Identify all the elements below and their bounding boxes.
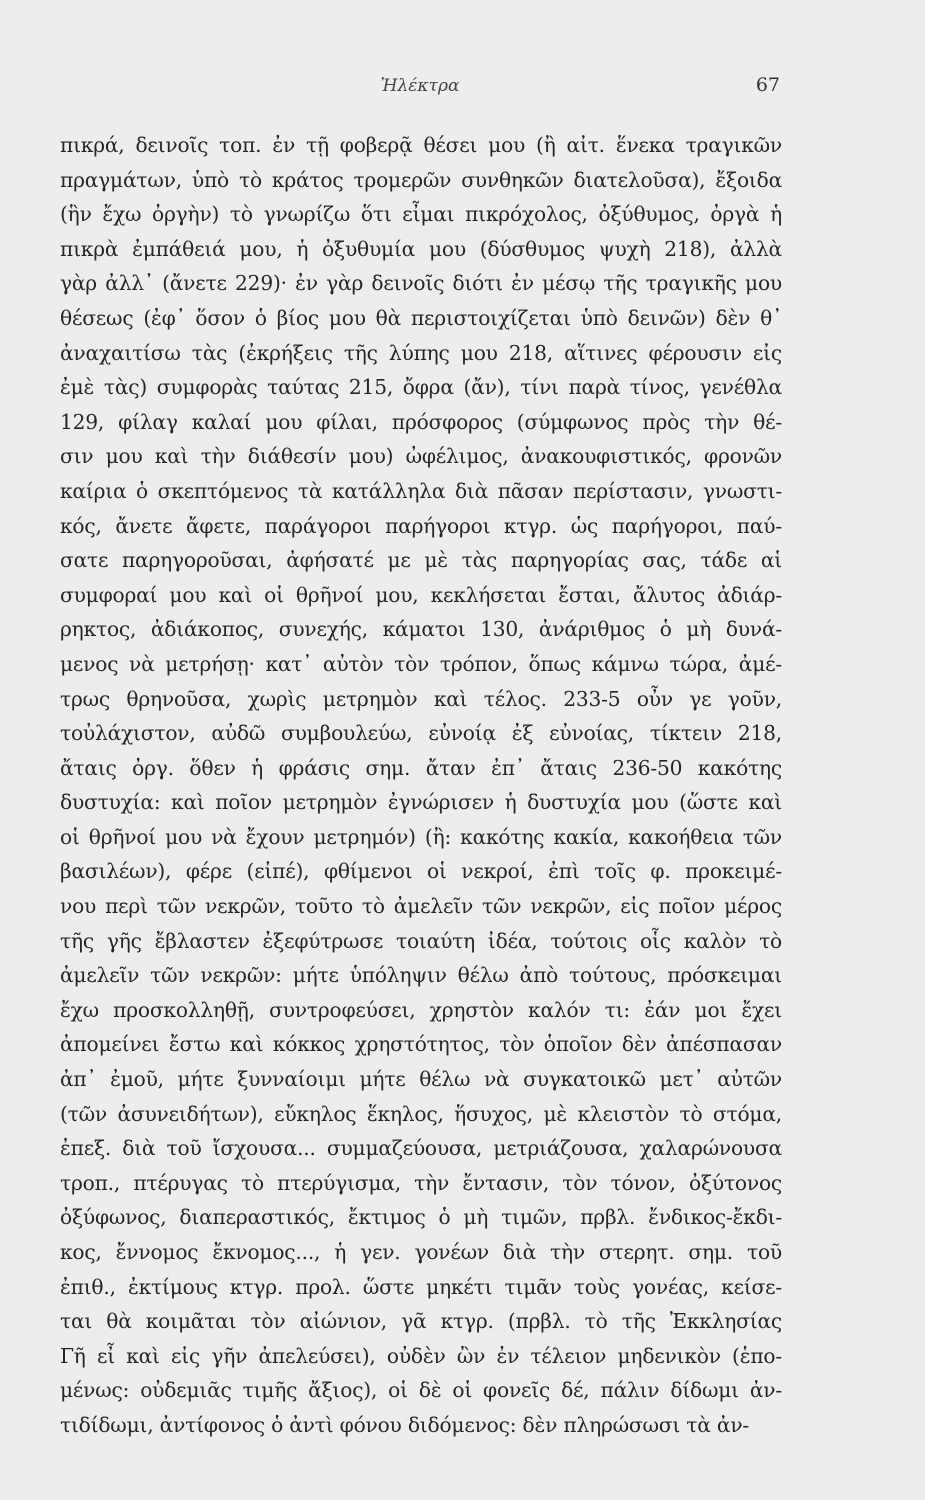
text-line: ἀναχαιτίσω τὰς (ἐκρήξεις τῆς λύπης μου 218, αἵτινες φέρουσιν εἰς (60, 340, 782, 365)
text-line: ἐπεξ. διὰ τοῦ ἴσχουσα... συμμαζεύουσα, μετριάζουσα, χαλαρώνουσα (60, 1136, 782, 1161)
text-line: σατε παρηγοροῦσαι, ἀφήσατέ με μὲ τὰς παρηγορίας σας, τάδε αἱ (60, 548, 782, 573)
text-line: κος, ἔννομος ἔκνομος..., ἡ γεν. γονέων διὰ τὴν στερητ. σημ. τοῦ (60, 1240, 782, 1264)
text-line: θέσεως (ἐφ᾽ ὅσον ὁ βίος μου θὰ περιστοιχίζεται ὑπὸ δεινῶν) δὲν θ᾽ (60, 305, 782, 330)
running-title: Ἠλέκτρα (380, 76, 460, 96)
text-line: ρηκτος, ἀδιάκοπος, συνεχής, κάματοι 130, ἀνάριθμος ὁ μὴ δυνά- (60, 617, 782, 642)
text-line: ἐμὲ τὰς) συμφορὰς ταύτας 215, ὄφρα (ἄν), τίνι παρὰ τίνος, γενέθλα (60, 375, 782, 400)
text-line: τοὐλάχιστον, αὐδῶ συμβουλεύω, εὐνοίᾳ ἐξ εὐνοίας, τίκτειν 218, (60, 721, 782, 746)
text-line: τιδίδωμι, ἀντίφονος ὁ ἀντὶ φόνου διδόμενος: δὲν πληρώσωσι τὰ ἀν- (60, 1412, 750, 1437)
text-line: τροπ., πτέρυγας τὸ πτερύγισμα, τὴν ἔντασιν, τὸν τόνον, ὀξύτονος (60, 1170, 782, 1195)
text-line: συμφοραί μου καὶ οἱ θρῆνοί μου, κεκλήσεται ἔσται, ἄλυτος ἀδιάρ- (60, 582, 782, 607)
text-line: μένως: οὐδεμιᾶς τιμῆς ἄξιος), οἱ δὲ οἱ φονεῖς δέ, πάλιν δίδωμι ἀν- (60, 1378, 782, 1403)
text-line: (τῶν ἀσυνειδήτων), εὔκηλος ἕκηλος, ἥσυχος, μὲ κλειστὸν τὸ στόμα, (60, 1101, 782, 1126)
text-line: γὰρ ἀλλ᾽ (ἄνετε 229)· ἐν γὰρ δεινοῖς διότι ἐν μέσῳ τῆς τραγικῆς μου (60, 271, 782, 296)
text-line: Γῆ εἶ καὶ εἰς γῆν ἀπελεύσει), οὐδὲν ὢν ἐν τέλειον μηδενικὸν (ἑπο- (60, 1343, 782, 1368)
text-line: ὀξύφωνος, διαπεραστικός, ἔκτιμος ὁ μὴ τιμῶν, πρβλ. ἔνδικος-ἔκδι- (60, 1205, 782, 1230)
text-line: σιν μου καὶ τὴν διάθεσίν μου) ὠφέλιμος, ἀνακουφιστικός, φρονῶν (60, 444, 782, 469)
text-line: (ἣν ἔχω ὀργὴν) τὸ γνωρίζω ὅτι εἶμαι πικρόχολος, ὀξύθυμος, ὀργὰ ἡ (60, 202, 782, 227)
text-line: ἀπομείνει ἔστω καὶ κόκκος χρηστότητος, τὸν ὁποῖον δὲν ἀπέσπασαν (60, 1032, 782, 1057)
text-line: ἐπιθ., ἐκτίμους κτγρ. προλ. ὥστε μηκέτι τιμᾶν τοὺς γονέας, κείσε- (60, 1274, 782, 1299)
text-line: πικρά, δεινοῖς τοπ. ἐν τῇ φοβερᾷ θέσει μου (ἢ αἰτ. ἕνεκα τραγικῶν (60, 133, 782, 157)
text-line: κός, ἄνετε ἄφετε, παράγοροι παρήγοροι κτγρ. ὡς παρήγοροι, παύ- (60, 513, 782, 538)
text-line: ἀπ᾽ ἐμοῦ, μήτε ξυνναίοιμι μήτε θέλω νὰ συγκατοικῶ μετ᾽ αὐτῶν (60, 1067, 782, 1092)
text-line: τρως θρηνοῦσα, χωρὶς μετρημὸν καὶ τέλος. 233-5 οὖν γε γοῦν, (60, 686, 782, 711)
text-line: ἄταις ὀργ. ὅθεν ἡ φράσις σημ. ἄταν ἐπ᾽ ἄταις 236-50 κακότης (60, 755, 782, 780)
text-line: ἀμελεῖν τῶν νεκρῶν: μήτε ὑπόληψιν θέλω ἀπὸ τούτους, πρόσκειμαι (60, 963, 782, 988)
text-line: τῆς γῆς ἔβλαστεν ἐξεφύτρωσε τοιαύτη ἰδέα, τούτοις οἷς καλὸν τὸ (60, 928, 782, 953)
text-line: βασιλέων), φέρε (εἰπέ), φθίμενοι οἱ νεκροί, ἐπὶ τοῖς φ. προκειμέ- (60, 859, 782, 884)
page-number: 67 (755, 74, 780, 96)
text-line: πικρὰ ἐμπάθειά μου, ἡ ὀξυθυμία μου (δύσθυμος ψυχὴ 218), ἀλλὰ (60, 236, 782, 261)
text-line: 129, φίλαγ καλαί μου φίλαι, πρόσφορος (σύμφωνος πρὸς τὴν θέ- (60, 409, 782, 434)
text-line: ἔχω προσκολληθῇ, συντροφεύσει, χρηστὸν καλόν τι: ἐάν μοι ἔχει (60, 997, 782, 1022)
text-line: νου περὶ τῶν νεκρῶν, τοῦτο τὸ ἀμελεῖν τῶν νεκρῶν, εἰς ποῖον μέρος (60, 894, 782, 919)
text-line: πραγμάτων, ὑπὸ τὸ κράτος τρομερῶν συνθηκῶν διατελοῦσα), ἔξοιδα (60, 167, 782, 192)
page-header (60, 70, 780, 110)
text-line: δυστυχία: καὶ ποῖον μετρημὸν ἐγνώρισεν ἡ δυστυχία μου (ὥστε καὶ (60, 790, 782, 815)
text-line: ται θὰ κοιμᾶται τὸν αἰώνιον, γᾶ κτγρ. (πρβλ. τὸ τῆς Ἐκκλησίας (60, 1309, 782, 1334)
text-line: καίρια ὁ σκεπτόμενος τὰ κατάλληλα διὰ πᾶσαν περίστασιν, γνωστι- (60, 478, 782, 503)
commentary-text (60, 128, 782, 1443)
text-line: οἱ θρῆνοί μου νὰ ἔχουν μετρημόν) (ἢ: κακότης κακία, κακοήθεια τῶν (60, 824, 782, 849)
text-line: μενος νὰ μετρήσῃ· κατ᾽ αὐτὸν τὸν τρόπον, ὅπως κάμνω τώρα, ἀμέ- (60, 651, 782, 676)
